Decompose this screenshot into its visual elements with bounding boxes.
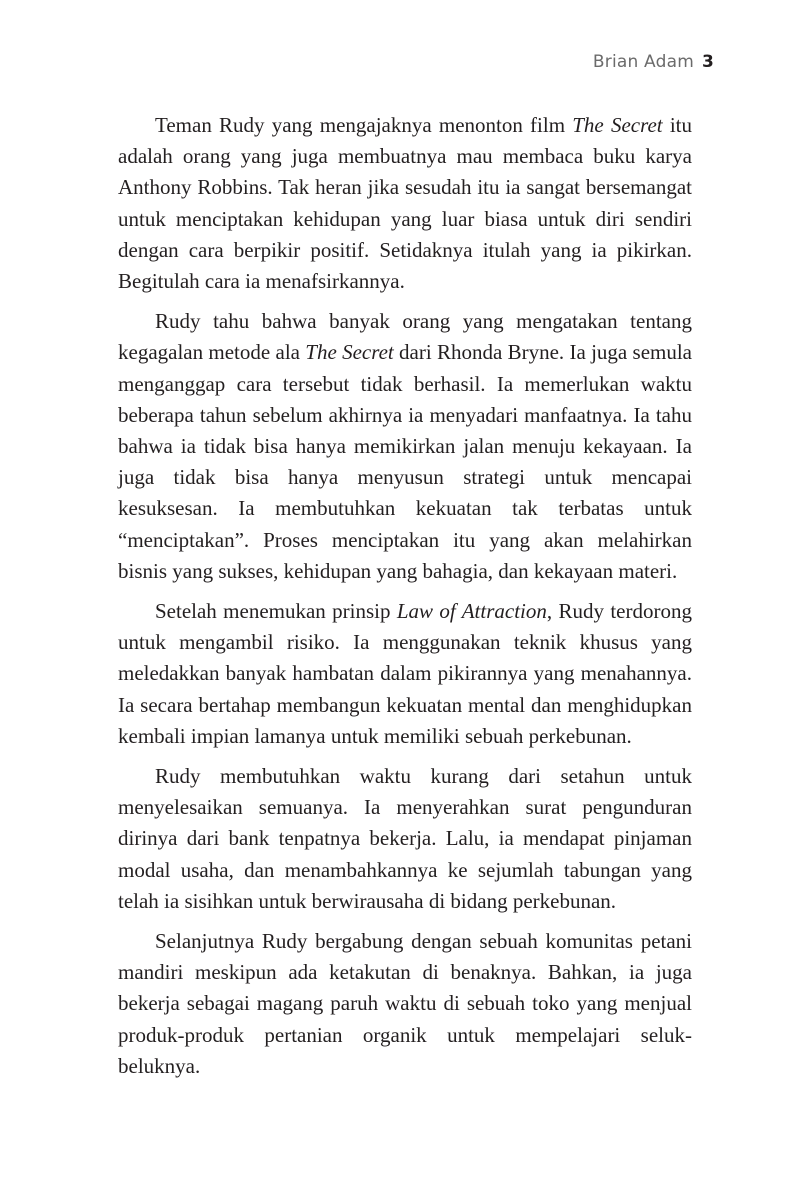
paragraph	[118, 761, 692, 917]
paragraph	[118, 926, 692, 1082]
text-run: Rudy membutuhkan waktu kurang dari setahun untuk menyelesaikan semuanya. Ia menyerahkan surat pengunduran dirinya dari bank tenpatnya bekerja. Lalu, ia mendapat pinjaman modal usaha, dan menambahkannya ke sejumlah tabungan yang telah ia sisihkan untuk berwirausaha di bidang perkebunan.	[118, 764, 692, 913]
author-name: Brian Adam	[592, 52, 694, 72]
text-run: Rudy tahu bahwa banyak orang yang mengatakan tentang kegagalan metode ala	[118, 309, 692, 365]
body-text	[118, 110, 692, 1082]
text-run: Setelah menemukan prinsip	[155, 599, 397, 624]
text-run: dari Rhonda Bryne. Ia juga semula menganggap cara tersebut tidak berhasil. Ia memerlukan waktu beberapa tahun sebelum akhirnya ia menyadari manfaatnya. Ia tahu bahwa ia tidak bisa hanya memikirkan jalan menuju kekayaan. Ia juga tidak bisa hanya menyusun strategi untuk mencapai kesuksesan. Ia membutuhkan kekuatan tak terbatas untuk “menciptakan”. Proses menciptakan itu yang akan melahirkan bisnis yang sukses, kehidupan yang bahagia, dan kekayaan materi.	[118, 340, 692, 583]
paragraph	[118, 596, 692, 752]
italic-title: Law of Attraction	[396, 599, 547, 624]
text-run: , Rudy terdorong untuk mengambil risiko. Ia menggunakan teknik khusus yang meledakkan banyak hambatan dalam pikirannya yang menahannya. Ia secara bertahap membangun kekuatan mental dan menghidupkan kembali impian lamanya untuk memiliki sebuah perkebunan.	[118, 599, 692, 748]
page-number: 3	[701, 52, 714, 72]
italic-title: The Secret	[305, 340, 394, 365]
text-run: itu adalah orang yang juga membuatnya mau membaca buku karya Anthony Robbins. Tak heran jika sesudah itu ia sangat bersemangat untuk menciptakan kehidupan yang luar biasa untuk diri sendiri dengan cara berpikir positif. Setidaknya itulah yang ia pikirkan. Begitulah cara ia menafsirkannya.	[118, 113, 692, 294]
text-run: Selanjutnya Rudy bergabung dengan sebuah komunitas petani mandiri meskipun ada ketakutan di benaknya. Bahkan, ia juga bekerja sebagai magang paruh waktu di sebuah toko yang menjual produk-produk pertanian organik untuk mempelajari seluk-beluknya.	[118, 929, 692, 1078]
paragraph	[118, 110, 692, 297]
running-header	[593, 52, 714, 72]
paragraph	[118, 306, 692, 587]
text-run: Teman Rudy yang mengajaknya menonton film	[155, 113, 573, 137]
italic-title: The Secret	[572, 113, 663, 137]
